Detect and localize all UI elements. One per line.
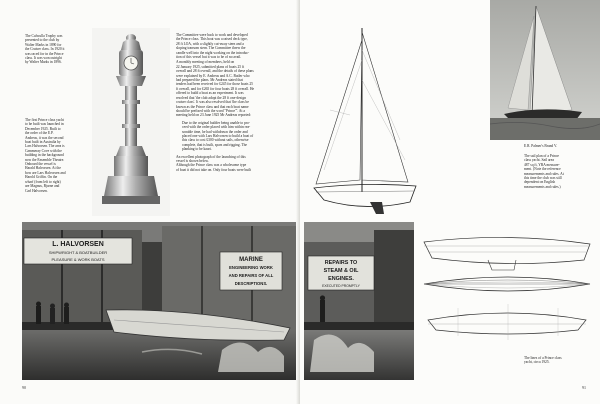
- quote-line: this class to cost £300 without sails, otherwise: [182, 138, 249, 143]
- yacht-caption-line: Andreas, it was the second: [25, 135, 64, 140]
- sail-caption-line: measurements and rules.): [524, 184, 561, 189]
- yacht-caption-line: Harald Halvorsen. At the: [25, 166, 61, 171]
- sign-main-line: PLEASURE & WORK BOATS: [51, 257, 105, 262]
- sign-main-line: SHIPWRIGHT & BOATBUILDER: [48, 250, 108, 255]
- quote-line: Due to the original builder being unable to pro-: [182, 120, 251, 125]
- sign-main-line: L. HALVORSEN: [52, 241, 104, 248]
- trophy-caption: [25, 34, 85, 65]
- lines-plan-svg: [418, 224, 596, 352]
- sailing-yacht-scene: [490, 0, 600, 140]
- page-number-right: 91: [582, 385, 586, 390]
- body-line: ft overall, and for £265 for four boats 28 ft overall. He: [176, 86, 255, 91]
- body-line: An excellent photograph of the launching of this: [176, 154, 246, 159]
- lines-plan-drawing: [418, 224, 596, 352]
- yacht-caption-line: now the Ensemble Theatre.: [25, 157, 65, 162]
- trophy-caption-line: the Cruiser class. In 1920 it: [25, 47, 65, 52]
- launch-photo-right: [304, 222, 414, 380]
- yacht-caption-line: the order of the E.P.: [25, 131, 54, 136]
- sail-plan-drawing: [310, 20, 420, 218]
- yacht-caption-line: building in the background: [25, 153, 64, 158]
- sign-marine-line: AND REPAIRS OF ALL: [228, 273, 274, 278]
- yacht-caption-line: Harold Griffin. On the: [25, 175, 58, 180]
- yacht-caption-line: are Magnus, Bjarne and: [25, 184, 60, 189]
- yacht-caption-line: Cammeray Cove with the: [25, 148, 62, 153]
- quote-line: complete, that is built, spars and rigging. The: [182, 142, 248, 147]
- yacht-caption-line: Onboard the vessel is: [25, 162, 56, 167]
- trophy-photo: [92, 28, 170, 216]
- yacht-caption-line: Lars Halvorsen. The area is: [25, 144, 65, 149]
- body-line: tion of this vessel but it was to be of no avail.: [176, 55, 242, 60]
- body-line: sloping transom stern. The Committee threw the: [176, 46, 246, 51]
- body-line: A monthly meeting of members, held on: [176, 60, 235, 65]
- body-line: were explained by E. Andreas and A.C. Butler who: [176, 73, 250, 78]
- body-line: resolved that 'the club adopt the 28 ft one-design: [176, 95, 246, 100]
- body-line: should be prefixed with the word "Prince"'. At a: [176, 108, 245, 113]
- photo-credit: E.R. Palmer's Brand V.: [524, 144, 558, 148]
- body-line: the Prince class. This boat was a raised deck type,: [176, 37, 248, 42]
- yacht-caption-line: to be built was launched in: [25, 122, 64, 127]
- sail-caption-line: The sail plan of a Prince: [524, 154, 560, 158]
- launch-photo-left: [22, 222, 298, 380]
- sign-marine-line: ENGINEERING WORK: [229, 265, 273, 270]
- trophy-caption-line: by Walter Marks in 1896.: [25, 60, 62, 65]
- right-page: [300, 0, 600, 404]
- trophy-caption-line: class. It was won outright: [25, 56, 62, 61]
- sign-repairs-line: ENGINES.: [328, 276, 354, 282]
- body-line: of boat it did not take on. Only four boats were built: [176, 167, 252, 172]
- sail-caption-line: dependent on English: [524, 180, 556, 185]
- sail-caption-line: 487 sq ft, YRA measure-: [524, 162, 560, 167]
- yacht-caption: [25, 118, 87, 193]
- body-line: meeting held on 23 June 1925 Mr Andreas reported:: [176, 113, 252, 118]
- trophy-caption-line: was raced for in the Prince: [25, 51, 64, 56]
- body-line: known as the Prince class and that each boat name: [176, 104, 249, 109]
- trophy-illustration: [92, 28, 170, 216]
- body-line: overall and 28 ft overall, and the details of these plans: [176, 69, 254, 74]
- sign-marine-line: DESCRIPTIONS.: [234, 281, 268, 286]
- yacht-caption-line: bow are Lars Halvorsen and: [25, 170, 66, 175]
- sail-plan-svg: [310, 20, 420, 218]
- quote-line: planking to be kauri.: [182, 147, 212, 152]
- sailing-yacht-photo: [490, 0, 600, 140]
- yacht-caption-line: Carl Halvorsen.: [25, 188, 48, 193]
- sign-repairs-line: STEAM & OIL: [323, 268, 359, 274]
- body-line: tenders had been received for £245 for those boats 25: [176, 82, 253, 87]
- body-line: The Committee were back to work and developed: [176, 33, 248, 37]
- yacht-caption-line: The first Prince class yacht: [25, 118, 64, 122]
- trophy-caption-line: presented to the club by: [25, 38, 60, 43]
- lines-caption-line: The lines of a Prince class: [524, 356, 562, 360]
- lines-caption-line: yacht, circa 1925.: [524, 360, 550, 365]
- sign-marine-line: MARINE: [239, 257, 263, 263]
- sail-caption-line: measurements and rules. At: [524, 171, 564, 176]
- body-line: candle well into the night working on the introduc-: [176, 50, 250, 55]
- boatshed-scene: [22, 222, 298, 380]
- sail-caption-line: ment. (Note the reference: [524, 167, 561, 172]
- body-line: cruiser class'. It was also resolved that 'the class be: [176, 100, 249, 105]
- body-line: vessel is shown below.: [176, 158, 209, 163]
- boatshed-scene-right: [304, 222, 414, 380]
- yacht-caption-line: boat built in Australia by: [25, 140, 61, 145]
- sign-repairs-line: REPAIRS TO: [324, 260, 358, 266]
- yacht-caption-line: wharf (from left to right): [25, 179, 61, 184]
- trophy-caption-line: The Culwulla Trophy was: [25, 34, 63, 38]
- body-text: [176, 33, 288, 172]
- quote-line: sonable time, he had withdrawn the order and: [182, 129, 248, 134]
- sign-repairs-line: EXECUTED PROMPTLY: [322, 284, 360, 288]
- page-number-left: 90: [22, 385, 26, 390]
- sail-caption-line: class yacht. Sail area: [524, 158, 554, 163]
- body-line: had prepared the plans. Mr Andreas stated that: [176, 78, 243, 83]
- trophy-caption-line: Walter Marks in 1890 for: [25, 42, 62, 47]
- quote-line: placed one with Lars Halvorsen to build a boat of: [182, 133, 254, 138]
- yacht-caption-line: December 1925. Built to: [25, 126, 61, 131]
- sail-caption-line: this time the club was still: [524, 176, 562, 181]
- quote-line: ceed with the order placed with him within rea-: [182, 125, 251, 130]
- lines-caption: [524, 356, 596, 365]
- body-line: 22 January 1925, submitted plans of boats 25 ft: [176, 64, 245, 69]
- body-line: offered to build a boat as an experiment. It was: [176, 91, 244, 96]
- body-line: 28 ft LOA, with a slightly cut-away stern and a: [176, 41, 244, 46]
- sail-caption: [524, 154, 596, 189]
- body-line: Although the Prince class was a wholesome type: [176, 163, 247, 168]
